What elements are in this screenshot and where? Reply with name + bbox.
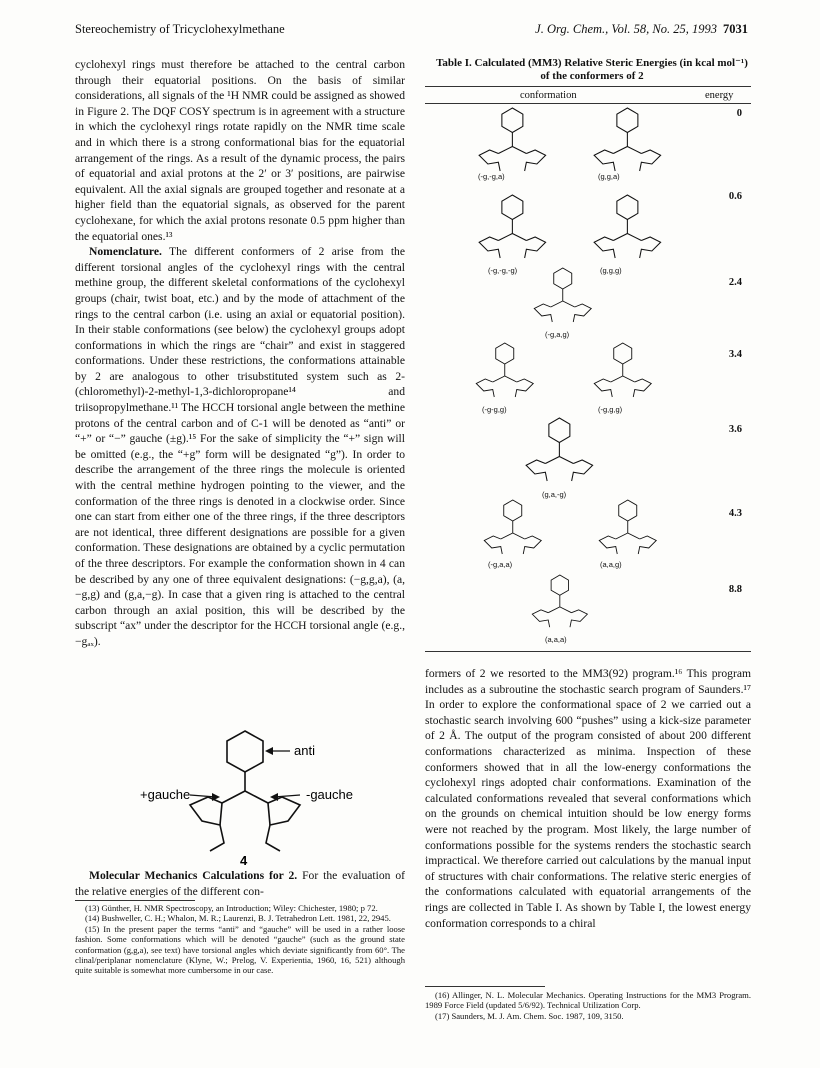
- minus-gauche-label: -gauche: [306, 787, 353, 802]
- journal-citation: [535, 22, 748, 37]
- mm-paragraph: [75, 868, 405, 899]
- footnote: (14) Bushweller, C. H.; Whalon, M. R.; Laurenzi, B. J. Tetrahedron Lett. 1981, 22, 2945.: [85, 913, 391, 924]
- table-bottom-rule: [425, 651, 751, 652]
- column-header-conformation: conformation: [520, 90, 577, 101]
- right-column: [425, 666, 751, 931]
- conformer-label: (-g,g,g): [598, 405, 623, 414]
- footnote: (16) Allinger, N. L. Molecular Mechanics. Operating Instructions for the MM3 Program. 1989 Force Field (updated 5/6/92). Technical Utilization Corp.: [425, 990, 751, 1011]
- conformer-drawing: [462, 343, 552, 403]
- conformer-drawing: [580, 343, 670, 403]
- conformer-drawing: [585, 108, 675, 178]
- nomenclature-paragraph: [75, 244, 405, 649]
- footnotes-right: [425, 990, 751, 1021]
- paragraph-text: The different conformers of 2 arise from the different torsional angles of the cyclohexyl rings with the central methine group, the different skeletal conformations of the cyclohexyl groups (chair, twist boat, etc.) and by the mode of attachment of the rings to the central carbon (i.e. using an axial or equatorial position). In their stable conformations (see below) the cyclohexyl groups adopt conformations in which the rings are “chair” and exist in staggered conformations. Under these restrictions, the conformations attainable by 2 are analogous to other trisubstituted system such as 2-(chloromethyl)-2-methyl-1,3-dichloropropane¹⁴ and triisopropylmethane.¹¹ The HCCH torsional angle between the methine protons of the central carbon and of C-1 will be denoted as “anti” or “+” or “−” gauche (±g).¹⁵ For the sake of simplicity the “+” sign will be omitted (e.g., the “+g” form will be designated “g”). In order to describe the arrangement of the three rings the molecule is oriented with the central methine hydrogen pointing to the viewer, and the conformation of the three rings is denoted in a clockwise order. Since one can start from either one of the three rings, if the three descriptors are not identical, three different designations are possible for a given conformation. These designations are obtained by a cyclic permutation of the three descriptors. For example the conformation shown in 4 can be described by any one of three equivalent designations: (−g,g,a), (a,−g,g) and (g,a,−g). In case that a given ring is attached to the central carbon through an axial position, this will be described by the subscript “ax” under the descriptor for the HCCH torsional angle (e.g., −gₐₓ).: [75, 245, 405, 648]
- conformer-label: (a,a,a): [545, 635, 567, 644]
- section-heading: Nomenclature.: [89, 245, 162, 259]
- conformer-drawing: [522, 418, 602, 488]
- section-heading: Molecular Mechanics Calculations for 2.: [89, 869, 298, 882]
- conformer-drawing: [585, 500, 675, 560]
- page-number: 7031: [723, 22, 748, 36]
- column-header-energy: energy: [705, 90, 734, 101]
- paragraph: formers of 2 we resorted to the MM3(92) program.¹⁶ This program includes as a subroutine the stochastic search program of Saunders.¹⁷ In order to explore the conformational space of 2 we carried out a stochastic search involving 600 “pushes” using a kick-size parameter of 2 Å. The output of the program consisted of about 200 different conformations characterized as minima. Inspection of these conformers showed that in all the low-energy conformations the cyclohexyl rings adopted chair conformations. Examination of the calculated conformations revealed that several conformations which on the grounds on chemical intuition should be low energy forms were not reached by the program. Most likely, the large number of conformations possible for the systems renders the stochastic search impractical. We therefore carried out calculations by the manual input of structures with chair conformations. The relative steric energies of the conformations calculated with equatorial arrangements of the rings are collected in Table I. As shown by Table I, the lowest energy conformation corresponds to a chiral: [425, 667, 751, 930]
- energy-value: 3.4: [728, 349, 742, 360]
- footnote-rule: [75, 900, 195, 901]
- conformer-drawing: [585, 195, 675, 265]
- footnote: (13) Günther, H. NMR Spectroscopy, an Introduction; Wiley: Chichester, 1980; p 72.: [85, 903, 378, 913]
- footnote: (17) Saunders, M. J. Am. Chem. Soc. 1987, 109, 3150.: [435, 1010, 624, 1021]
- energy-value: 0: [736, 108, 742, 119]
- conformer-label: (-g,a,a): [488, 560, 513, 569]
- conformer-drawing: [520, 268, 610, 328]
- footnotes-left: [75, 903, 405, 976]
- conformer-drawing: [470, 108, 560, 178]
- compound-number: 4: [240, 853, 248, 868]
- conformer-drawing: [470, 500, 560, 560]
- conformer-label: (a,a,g): [600, 560, 622, 569]
- plus-gauche-label: +gauche: [140, 787, 191, 802]
- footnote-rule: [425, 986, 545, 987]
- conformer-label: (-g,a,g): [545, 330, 570, 339]
- conformer-label: (g,g,a): [598, 172, 620, 181]
- table-header-rule: [425, 103, 751, 104]
- anti-label: anti: [294, 743, 315, 758]
- running-head: Stereochemistry of Tricyclohexylmethane: [75, 22, 285, 36]
- journal-name: J. Org. Chem., Vol. 58, No. 25, 1993: [535, 22, 717, 36]
- energy-value: 0.6: [728, 191, 742, 202]
- structure-4-figure: [140, 725, 410, 868]
- conformer-label: (g,a,-g): [542, 490, 567, 499]
- energy-value: 2.4: [728, 277, 742, 288]
- paragraph: cyclohexyl rings must therefore be attached to the central carbon through their equatorial positions. On the basis of similar considerations, all signals of the ¹H NMR could be assigned as showed in Figure 2. The DQF COSY spectrum is in agreement with a structure in which the cyclohexyl rings rotate rapidly on the NMR time scale and in which there is a strong conformational bias for the equatorial arrangement of the rings. As a result of the dynamic process, the pairs of equatorial and axial protons at the 2′ or 3′ positions, are pairwise equivalent. All the axial signals are grouped together and resonate at a higher field than the equatorial signals, as observed for the parent cyclohexane, for which the axial protons resonate 0.5 ppm higher than the equatorial ones.¹³: [75, 58, 405, 243]
- table-top-rule: [425, 86, 751, 87]
- conformer-label: (-g,-g,-g): [488, 266, 518, 275]
- energy-value: 4.3: [728, 508, 742, 519]
- table-title: Table I. Calculated (MM3) Relative Steric Energies (in kcal mol⁻¹) of the conformers of 2: [436, 57, 748, 82]
- footnote: (15) In the present paper the terms “anti” and “gauche” will be used in a rather loose fashion. Some conformations which will be denoted “gauche” (such as the ground state conformation (g,g,a), see text) have torsional angles which deviate significantly from 60°. The clinal/periplanar nomenclature (Klyne, W.; Prelog, V. Experientia, 1960, 16, 521) although quite suitable is somewhat more cumbersome in our case.: [75, 923, 405, 976]
- paragraph-text: For the evaluation of the relative energies of the different con-: [75, 869, 405, 898]
- conformer-label: (-g-g,g): [482, 405, 507, 414]
- energy-value: 8.8: [728, 584, 742, 595]
- left-column: [75, 57, 405, 650]
- conformer-drawing: [470, 195, 560, 265]
- conformer-label: (g,g,g): [600, 266, 622, 275]
- energy-value: 3.6: [728, 424, 742, 435]
- conformer-drawing: [522, 575, 602, 633]
- conformer-label: (-g,-g,a): [478, 172, 505, 181]
